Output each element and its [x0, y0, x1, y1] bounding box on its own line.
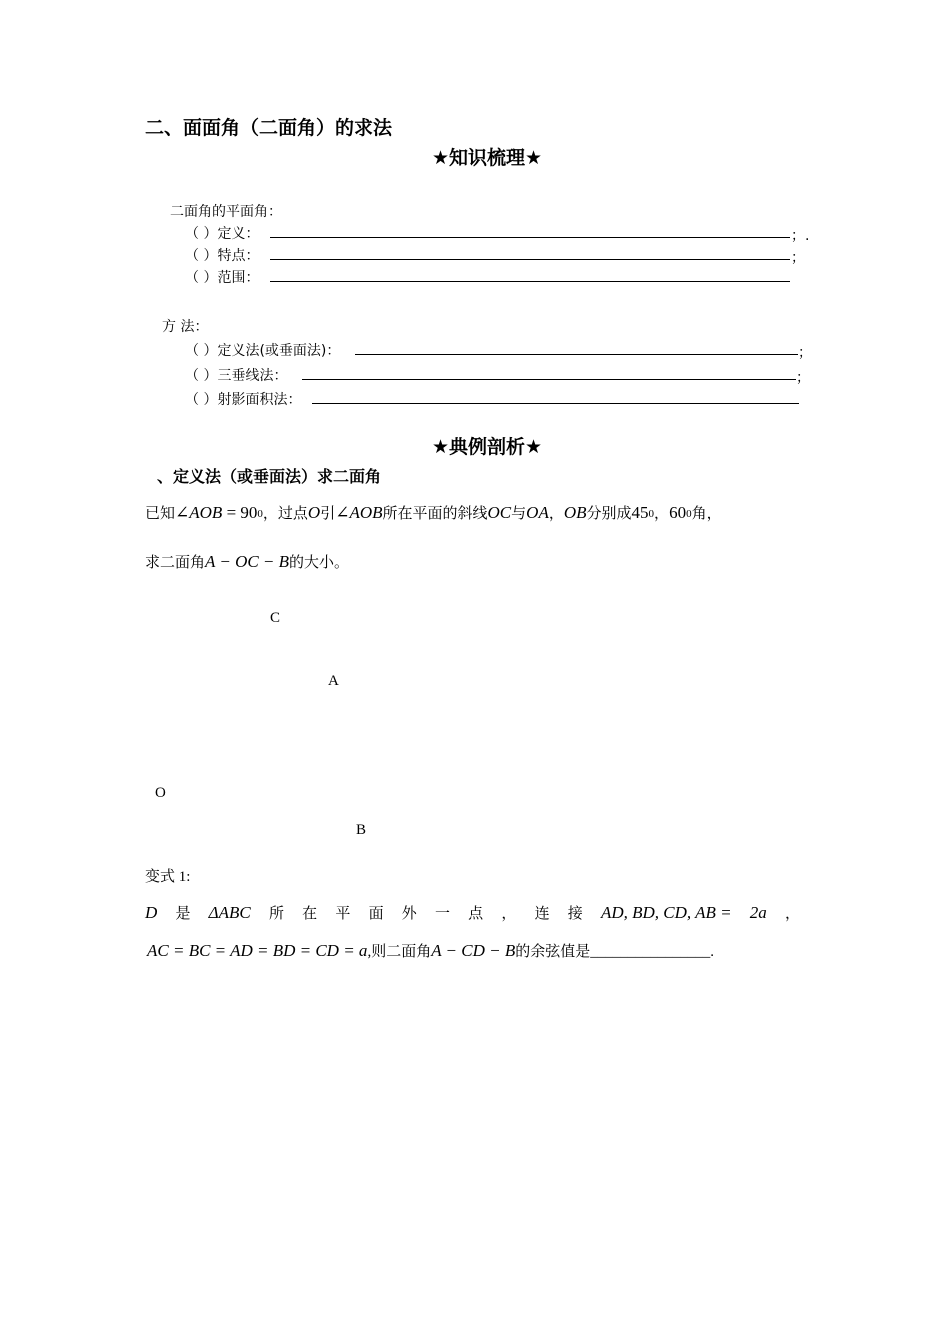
degree-60-mark: 0: [686, 508, 692, 520]
variant-line2: [147, 940, 714, 961]
variant-word-5: 外: [401, 906, 417, 922]
example-header: ★典例剖析★: [432, 436, 543, 458]
feature-blank[interactable]: [270, 259, 790, 260]
problem1-text-given: 已知: [145, 506, 176, 522]
point-o-expr: O: [307, 503, 321, 522]
angle-aob-expr-2: ∠AOB: [335, 503, 383, 522]
figure-label-a: A: [328, 673, 339, 689]
equalities-expr: AC = BC = AD = BD = CD = a: [147, 941, 368, 960]
triangle-abc-expr: ΔABC: [208, 903, 251, 922]
plane-angle-feature-label: （ ）特点：: [185, 248, 260, 264]
segments-expr: AD, BD, CD, AB =: [600, 903, 732, 922]
methods-heading: 方 法：: [162, 319, 209, 335]
figure-label-c: C: [270, 610, 281, 626]
ob-expr: OB: [563, 503, 587, 522]
variant-comma-2: ，: [784, 906, 800, 922]
problem1-text-draw: 引: [320, 506, 336, 522]
point-d-expr: D: [145, 903, 158, 922]
problem1-text-respectively: 分别成: [586, 506, 632, 522]
eq-90-expr: = 90: [226, 503, 258, 522]
variant-word-3: 平: [335, 906, 351, 922]
method-definition-blank[interactable]: [355, 354, 798, 355]
figure-label-o: O: [155, 785, 166, 801]
degree-90-mark: 0: [257, 508, 263, 520]
section-title: 二、面面角（二面角）的求法: [145, 117, 393, 139]
value-2a-expr: 2a: [749, 903, 767, 922]
figure-label-b: B: [356, 822, 367, 838]
variant-word-is: 是: [175, 906, 191, 922]
problem1-text-plane: 所在平面的斜线: [382, 506, 488, 522]
problem1-text-and: 与: [511, 506, 527, 522]
problem1-comma-2: ，: [654, 506, 670, 522]
variant-line1: [145, 902, 800, 923]
method-projection-blank[interactable]: [312, 403, 799, 404]
dihedral-a-oc-b-expr: A − OC − B: [205, 552, 290, 571]
variant-text-then: ,则二面角: [367, 944, 432, 960]
num-45: 45: [631, 503, 649, 522]
definition-blank[interactable]: [270, 237, 790, 238]
problem1-line1: [145, 502, 722, 523]
num-60: 60: [669, 503, 687, 522]
plane-angle-definition-label: （ ）定义：: [185, 226, 260, 242]
variant-word-2: 在: [302, 906, 318, 922]
variant-word-9: 接: [567, 906, 583, 922]
answer-blank[interactable]: ________________: [590, 944, 711, 960]
variant-comma-1: ，: [501, 906, 517, 922]
variant-word-7: 点: [468, 906, 484, 922]
method-three-perp-end: ；: [796, 370, 810, 386]
definition-end: ；.: [791, 228, 810, 244]
problem1-line2: [145, 551, 349, 572]
method-definition-end: ；: [798, 345, 812, 361]
problem1-text-size: 的大小。: [289, 555, 350, 571]
problem1-text-through: ，过点: [262, 506, 308, 522]
problem1-comma-1: ，: [548, 506, 564, 522]
dihedral-a-cd-b-expr: A − CD − B: [431, 941, 516, 960]
plane-angle-heading: 二面角的平面角：: [170, 204, 282, 220]
knowledge-header: ★知识梳理★: [432, 147, 543, 169]
problem1-text-find: 求二面角: [145, 555, 206, 571]
method-three-perp-blank[interactable]: [302, 379, 796, 380]
example-subtitle: 、定义法（或垂面法）求二面角: [157, 467, 382, 486]
variant-word-1: 所: [268, 906, 284, 922]
plane-angle-range-label: （ ）范围：: [185, 270, 260, 286]
oc-expr: OC: [487, 503, 512, 522]
method-projection-label: （ ）射影面积法：: [185, 392, 302, 408]
variant-word-4: 面: [368, 906, 384, 922]
variant-word-8: 连: [534, 906, 550, 922]
variant-end-period: .: [710, 944, 714, 960]
degree-45-mark: 0: [648, 508, 655, 520]
problem1-text-angle: 角，: [691, 506, 722, 522]
feature-end: ；: [791, 250, 805, 266]
variant-title: 变式 1:: [145, 869, 191, 885]
variant-word-6: 一: [434, 906, 450, 922]
method-definition-label: （ ）定义法(或垂面法)：: [185, 343, 341, 359]
oa-expr: OA: [526, 503, 549, 522]
range-blank[interactable]: [270, 281, 790, 282]
variant-text-cosine: 的余弦值是: [515, 944, 591, 960]
angle-aob-expr: ∠AOB: [175, 503, 223, 522]
method-three-perp-label: （ ）三垂线法：: [185, 368, 288, 384]
